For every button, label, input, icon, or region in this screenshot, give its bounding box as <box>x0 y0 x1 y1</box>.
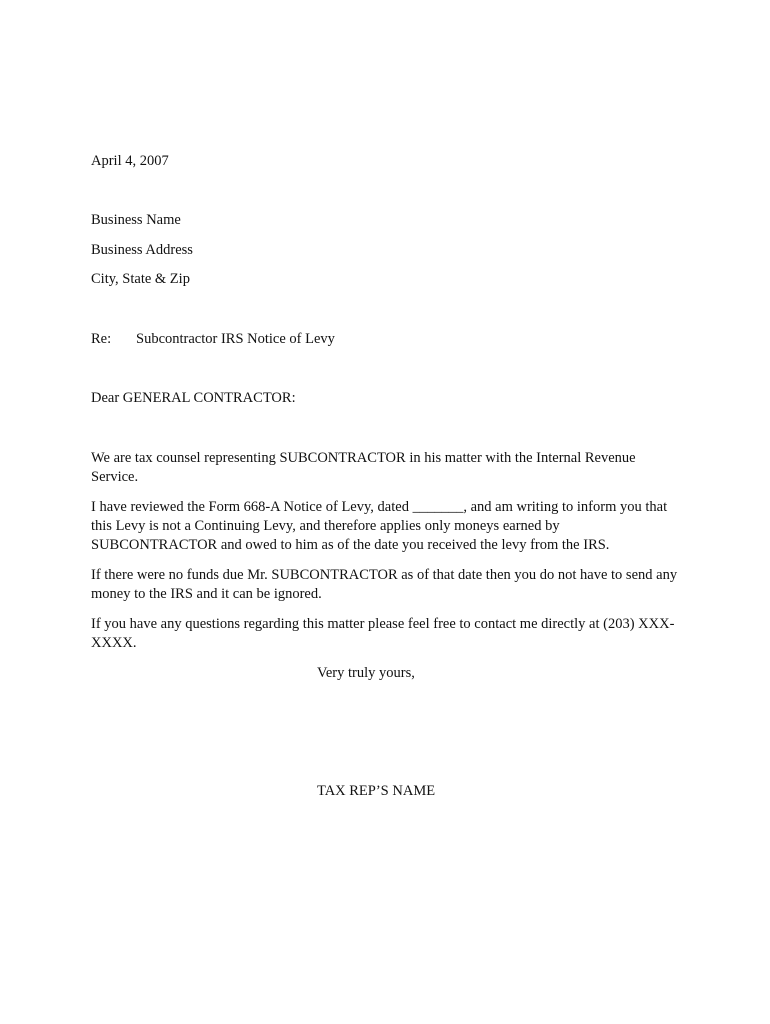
re-subject: Subcontractor IRS Notice of Levy <box>136 331 335 347</box>
recipient-address: Business Address <box>91 242 193 258</box>
re-label: Re: <box>91 331 112 347</box>
body-paragraph: I have reviewed the Form 668-A Notice of Levy, dated _______, and am writing to inform you that this Levy is not a Continuing Levy, and therefore applies only moneys earned by SUBCONTRACTOR and owed to him as of the date you received the levy from the IRS. <box>91 499 668 553</box>
signature-name: TAX REP’S NAME <box>317 783 436 799</box>
body-paragraph: If there were no funds due Mr. SUBCONTRACTOR as of that date then you do not have to send any money to the IRS and it can be ignored. <box>91 567 678 602</box>
letter-date: April 4, 2007 <box>91 153 169 169</box>
salutation: Dear GENERAL CONTRACTOR: <box>91 390 296 406</box>
closing: Very truly yours, <box>317 665 415 681</box>
recipient-name: Business Name <box>91 212 181 228</box>
body-paragraph: We are tax counsel representing SUBCONTRACTOR in his matter with the Internal Revenue Service. <box>91 450 636 485</box>
recipient-city-state-zip: City, State & Zip <box>91 271 190 287</box>
body-paragraph: If you have any questions regarding this matter please feel free to contact me directly at (203) XXX-XXXX. <box>91 616 675 651</box>
